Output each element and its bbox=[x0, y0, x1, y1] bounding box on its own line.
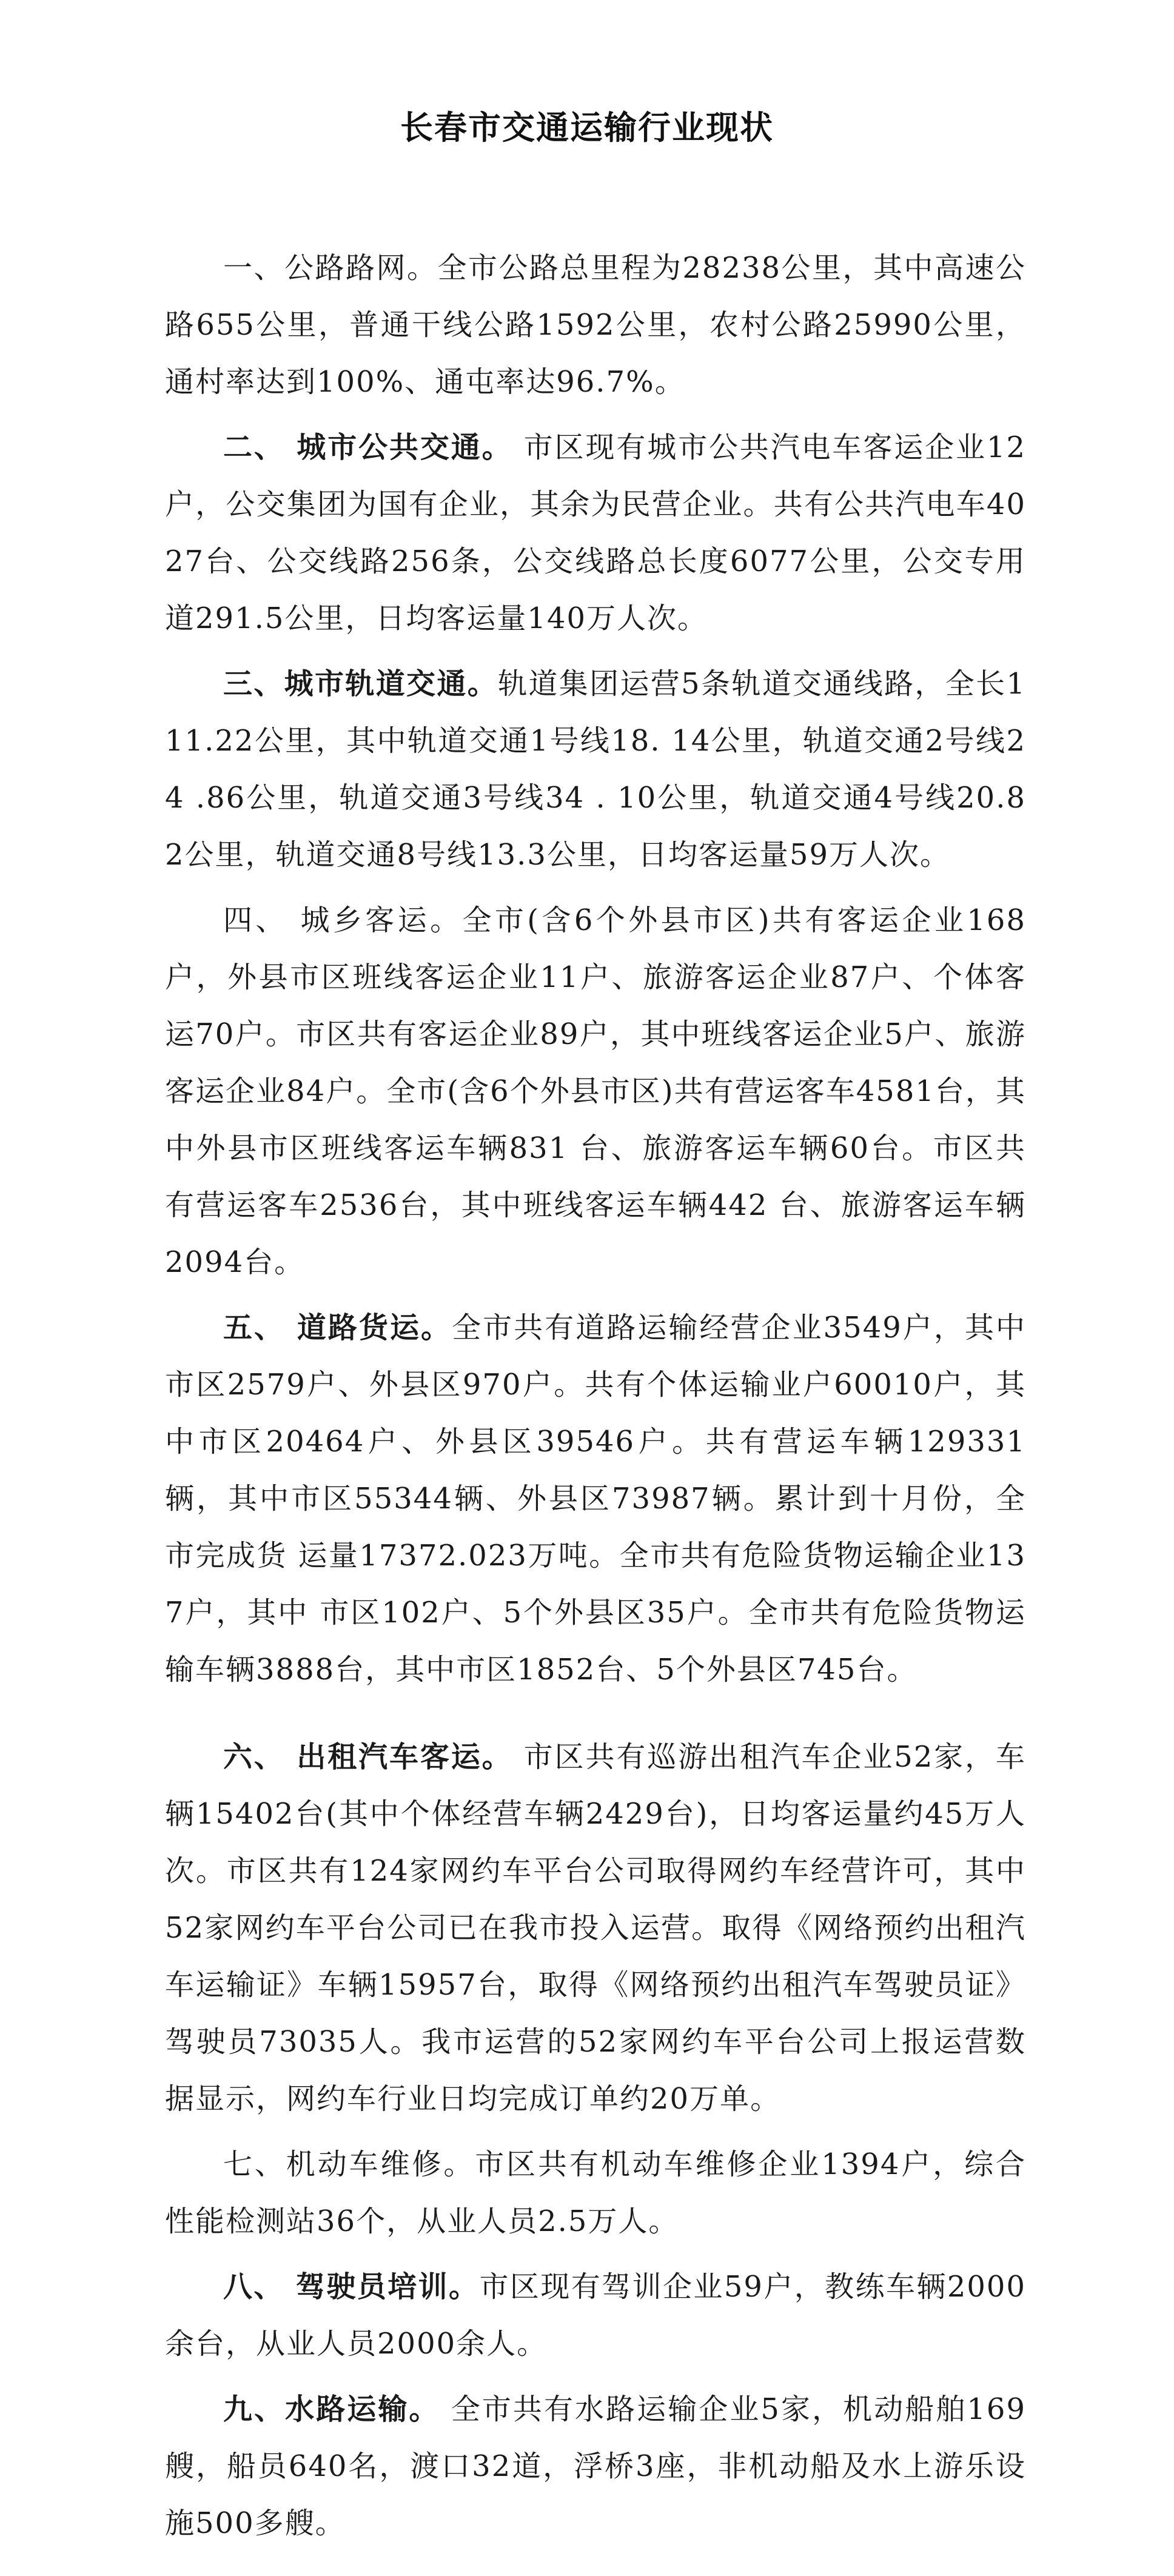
section-paragraph-3 bbox=[165, 655, 1026, 883]
section-heading: 三、城市轨道交通。 bbox=[223, 667, 498, 701]
section-paragraph-4 bbox=[165, 892, 1026, 1291]
section-text: 七、机动车维修。市区共有机动车维修企业1394户，综合性能检测站36个，从业人员2.5万人。 bbox=[165, 2147, 1026, 2238]
section-paragraph-2 bbox=[165, 419, 1026, 647]
page-title: 长春市交通运输行业现状 bbox=[400, 109, 774, 147]
section-text: 市区现有驾训企业59户，教练车辆2000余台，从业人员2000余人。 bbox=[165, 2270, 1026, 2361]
section-text: 轨道集团运营5条轨道交通线路，全长111.22公里，其中轨道交通1号线18. 14公里，轨道交通2号线24 .86公里，轨道交通3号线34 . 10公里，轨道交通4号线20.82公里，轨道交通8号线13.3公里，日均客运量59万人次。 bbox=[165, 667, 1026, 872]
section-paragraph-8 bbox=[165, 2258, 1026, 2372]
section-text: 全市共有水路运输企业5家，机动船舶169艘，船员640名，渡口32道，浮桥3座，非机动船及水上游乐设施500多艘。 bbox=[165, 2392, 1026, 2540]
section-text: 全市共有道路运输经营企业3549户，其中市区2579户、外县区970户。共有个体运输业户60010户，其中市区20464户、外县区39546户。共有营运车辆129331辆，其中市区55344辆、外县区73987辆。累计到十月份，全市完成货 运量17372.023万吨。全市共有危险货物运输企业137户，其中 市区102户、5个外县区35户。全市共有危险货物运输车辆3888台，其中市区1852台、5个外县区745台。 bbox=[165, 1311, 1026, 1687]
section-paragraph-1 bbox=[165, 239, 1026, 410]
section-heading: 八、 驾驶员培训。 bbox=[223, 2270, 480, 2304]
section-text: 市区现有城市公共汽电车客运企业12户，公交集团为国有企业，其余为民营企业。共有公共汽电车4027台、公交线路256条，公交线路总长度6077公里，公交专用道291.5公里，日均客运量140万人次。 bbox=[165, 430, 1026, 635]
section-text: 四、 城乡客运。全市(含6个外县市区)共有客运企业168户，外县市区班线客运企业11户、旅游客运企业87户、个体客运70户。市区共有客运企业89户，其中班线客运企业5户、旅游客运企业84户。全市(含6个外县市区)共有营运客车4581台，其中外县市区班线客运车辆831 台、旅游客运车辆60台。市区共有营运客车2536台，其中班线客运车辆442 台、旅游客运车辆2094台。 bbox=[165, 903, 1026, 1279]
section-text: 市区共有巡游出租汽车企业52家，车辆15402台(其中个体经营车辆2429台)，日均客运量约45万人次。市区共有124家网约车平台公司取得网约车经营许可，其中52家网约车平台公司已在我市投入运营。取得《网络预约出租汽车运输证》车辆15957台，取得《网络预约出租汽车驾驶员证》驾驶员73035人。我市运营的52家网约车平台公司上报运营数据显示，网约车行业日均完成订单约20万单。 bbox=[165, 1740, 1026, 2116]
section-paragraph-6 bbox=[165, 1728, 1026, 2127]
section-paragraph-5 bbox=[165, 1299, 1026, 1698]
section-heading: 五、 道路货运。 bbox=[223, 1311, 452, 1345]
section-paragraph-7 bbox=[165, 2136, 1026, 2250]
section-heading: 六、 出租汽车客运。 bbox=[223, 1740, 513, 1774]
section-heading: 九、水路运输。 bbox=[223, 2392, 440, 2426]
section-paragraph-9 bbox=[165, 2381, 1026, 2552]
document-body bbox=[165, 239, 1026, 2552]
section-heading: 二、 城市公共交通。 bbox=[223, 430, 513, 464]
section-text: 一、公路路网。全市公路总里程为28238公里，其中高速公路655公里，普通干线公路1592公里，农村公路25990公里，通村率达到100%、通屯率达96.7%。 bbox=[165, 251, 1026, 399]
